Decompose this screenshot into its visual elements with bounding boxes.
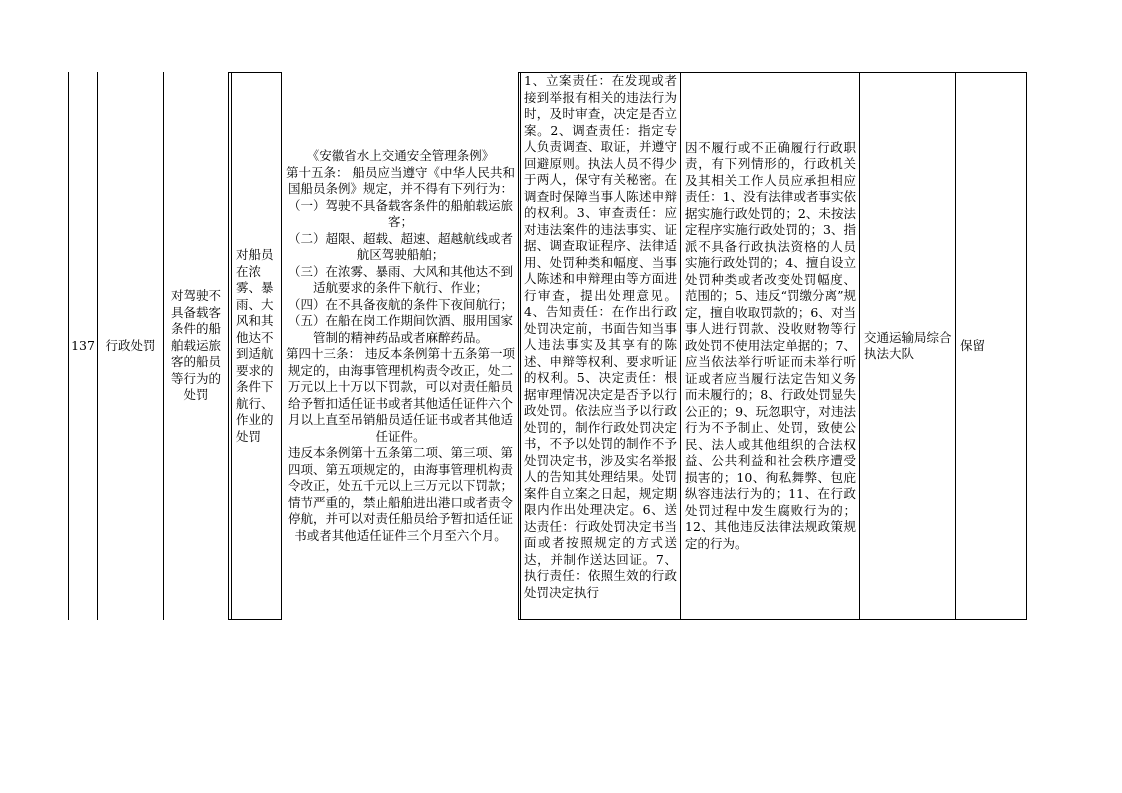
sub-item: 对船员在浓雾、暴雨、大风和其他达不到适航要求的条件下航行、作业的处罚 xyxy=(236,247,274,444)
grid-line xyxy=(518,72,519,620)
basis-clause-3: （三）在浓雾、暴雨、大风和其他达不到适航要求的条件下航行、作业； xyxy=(287,263,513,295)
accountability-text: 因不履行或不正确履行行政职责，有下列情形的，行政机关及其相关工作人员应承担相应责任：1、没有法律或者事实依据实施行政处罚的；2、未按法定程序实施行政处罚的；3、指派不具备行政执法资格的人员实施行政处罚的；4、擅自设立处罚种类或者改变处罚幅度、范围的；5、违反“罚缴分离”规定，擅自收取罚款的；6、对当事人进行罚款、没收财物等行政处罚不使用法定单据的；7、应当依法举行听证而未举行听证或者应当履行法定告知义务而未履行的；8、行政处罚显失公正的；9、玩忽职守，对违法行为不予制止、处罚，致使公民、法人或其他组织的合法权益、公共利益和社会秩序遭受损害的；10、徇私舞弊、包庇纵容违法行为的；11、在行政处罚过程中发生腐败行为的；12、其他违反法律法规政策规定的行为。 xyxy=(685,139,856,551)
category-cell xyxy=(98,72,163,620)
sub-item-cell xyxy=(232,72,281,620)
basis-clause-4: （四）在不具备夜航的条件下夜间航行； xyxy=(287,296,513,312)
accountability-cell xyxy=(681,72,859,620)
basis-article-43-paragraph-2: 违反本条例第十五条第二项、第三项、第四项、第五项规定的，由海事管理机构责令改正，处五千元以上三万元以下罚款；情节严重的，禁止船舶进出港口或者责令停航，并可以对责任船员给予暂扣适任证书或者其他适任证件三个月至六个月。 xyxy=(287,445,513,543)
grid-line xyxy=(1026,72,1027,620)
basis-article-15: 第十五条： 船员应当遵守《中华人民共和国船员条例》规定，并不得有下列行为： xyxy=(286,164,515,196)
grid-line xyxy=(228,72,229,620)
basis-clause-5: （五）在船在岗工作期间饮酒、服用国家管制的精神药品或者麻醉药品。 xyxy=(287,313,513,345)
agency: 交通运输局综合执法大队 xyxy=(864,329,952,361)
status-cell xyxy=(956,72,1026,620)
grid-line xyxy=(163,72,164,620)
legal-basis xyxy=(286,148,515,544)
legal-basis-cell xyxy=(282,72,518,620)
basis-clause-2: （二）超限、超载、超速、超越航线或者航区驾驶船舶； xyxy=(287,230,513,262)
basis-article-43: 第四十三条： 违反本条例第十五条第一项规定的，由海事管理机构责令改正，处二万元以上十万以下罚款，可以对责任船员给予暂扣适任证书或者其他适任证件六个月以上直至吊销船员适任证书或者其他适任证件。 xyxy=(286,346,515,444)
basis-clause-1: （一）驾驶不具备载客条件的船舶载运旅客； xyxy=(287,197,513,229)
agency-cell xyxy=(860,72,955,620)
item-name: 对驾驶不具备载客条件的船舶载运旅客的船员等行为的处罚 xyxy=(170,288,221,403)
responsibility-cell xyxy=(521,72,680,620)
status: 保留 xyxy=(960,337,986,353)
responsibility-text: 1、立案责任：在发现或者接到举报有相关的违法行为时，及时审查，决定是否立案。2、调查责任：指定专人负责调查、取证，并遵守回避原则。执法人员不得少于两人，保守有关秘密。在调查时保障当事人陈述申辩的权利。3、审查责任：应对违法案件的违法事实、证据、调查取证程序、法律适用、处罚种类和幅度、当事人陈述和申辩理由等方面进行审查，提出处理意见。4、告知责任：在作出行政处罚决定前，书面告知当事人违法事实及其享有的陈述、申辩等权利、要求听证的权利。5、决定责任：根据审理情况决定是否予以行政处罚。依法应当予以行政处罚的，制作行政处罚决定书，不予以处罚的制作不予处罚决定书，涉及实名举报人的告知其处理结果。处罚案件自立案之日起，规定期限内作出处理决定。6、送达责任：行政处罚决定书当面或者按照规定的方式送达，并制作送达回证。7、执行责任：依照生效的行政处罚决定执行 xyxy=(524,73,677,600)
row-number-cell xyxy=(69,72,97,620)
basis-title: 《安徽省水上交通安全管理条例》 xyxy=(306,148,495,163)
category: 行政处罚 xyxy=(105,337,156,353)
item-name-cell xyxy=(166,72,226,620)
row-number: 137 xyxy=(71,337,95,353)
